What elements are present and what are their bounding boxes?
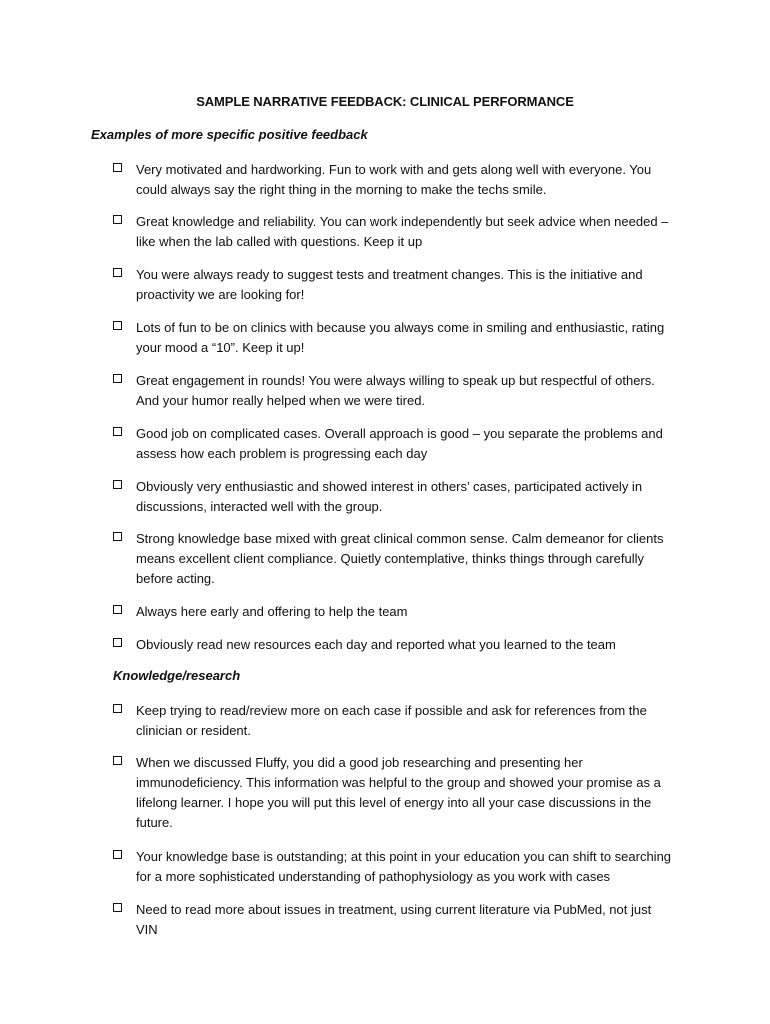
checkbox-icon[interactable]: [113, 756, 122, 765]
checkbox-icon[interactable]: [113, 638, 122, 647]
checklist-item-text: Very motivated and hardworking. Fun to work with and gets along well with everyone. You could always say the right thing in the morning to make the techs smile.: [136, 162, 652, 197]
checkbox-icon[interactable]: [113, 704, 122, 713]
section-heading-knowledge-research: Knowledge/research: [113, 668, 241, 683]
checklist-item-text: Obviously very enthusiastic and showed interest in others’ cases, participated actively in discussions, interacted well with the group.: [136, 479, 643, 514]
checklist-item-text: Need to read more about issues in treatment, using current literature via PubMed, not just VIN: [136, 902, 652, 937]
checkbox-icon[interactable]: [113, 163, 122, 172]
checkbox-icon[interactable]: [113, 605, 122, 614]
section-heading-positive-feedback: Examples of more specific positive feedback: [91, 127, 368, 142]
checklist-item-text: Obviously read new resources each day and reported what you learned to the team: [136, 637, 616, 652]
checkbox-icon[interactable]: [113, 427, 122, 436]
document-title: SAMPLE NARRATIVE FEEDBACK: CLINICAL PERFORMANCE: [196, 94, 574, 109]
checklist-item-text: Always here early and offering to help the team: [136, 604, 408, 619]
checkbox-icon[interactable]: [113, 532, 122, 541]
checklist-item-text: Your knowledge base is outstanding; at this point in your education you can shift to searching for a more sophisticated understanding of pathophysiology as you work with cases: [136, 849, 672, 884]
checkbox-icon[interactable]: [113, 215, 122, 224]
checklist-item-text: Strong knowledge base mixed with great clinical common sense. Calm demeanor for clients means excellent client compliance. Quietly contemplative, thinks things through carefully before acting.: [136, 531, 664, 586]
checklist-item-text: You were always ready to suggest tests and treatment changes. This is the initiative and proactivity we are looking for!: [136, 267, 643, 302]
checklist-item-text: Lots of fun to be on clinics with because you always come in smiling and enthusiastic, rating your mood a “10”. Keep it up!: [136, 320, 665, 355]
checklist-item-text: Great knowledge and reliability. You can work independently but seek advice when needed – like when the lab called with questions. Keep it up: [136, 214, 669, 249]
checkbox-icon[interactable]: [113, 850, 122, 859]
checkbox-icon[interactable]: [113, 374, 122, 383]
checkbox-icon[interactable]: [113, 480, 122, 489]
checklist-item-text: Great engagement in rounds! You were always willing to speak up but respectful of others. And your humor really helped when we were tired.: [136, 373, 655, 408]
checkbox-icon[interactable]: [113, 268, 122, 277]
checklist-item-text: Good job on complicated cases. Overall approach is good – you separate the problems and assess how each problem is progressing each day: [136, 426, 663, 461]
checklist-item-text: When we discussed Fluffy, you did a good job researching and presenting her immunodeficiency. This information was helpful to the group and showed your promise as a lifelong learner. I hope you will put this level of energy into all your case discussions in the future.: [136, 755, 661, 830]
checklist-item-text: Keep trying to read/review more on each case if possible and ask for references from the clinician or resident.: [136, 703, 647, 738]
checkbox-icon[interactable]: [113, 321, 122, 330]
checkbox-icon[interactable]: [113, 903, 122, 912]
